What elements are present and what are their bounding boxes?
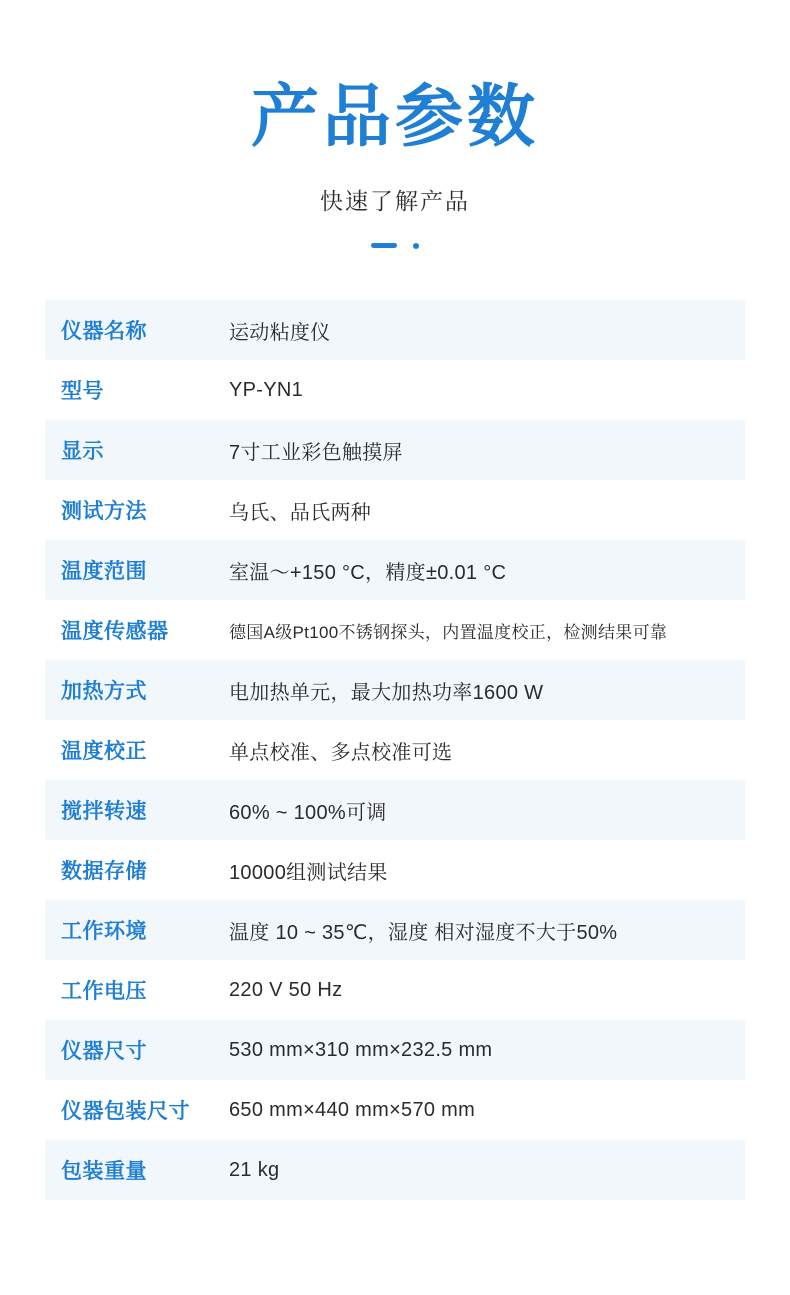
spec-label: 包装重量 <box>45 1140 229 1200</box>
spec-value: 德国A级Pt100不锈钢探头，内置温度校正，检测结果可靠 <box>229 600 745 660</box>
divider-bar-icon <box>371 243 397 248</box>
table-row <box>45 360 745 420</box>
divider-dot-icon <box>413 243 419 249</box>
spec-label: 仪器包装尺寸 <box>45 1080 229 1140</box>
page-subtitle: 快速了解产品 <box>320 188 470 215</box>
table-row <box>45 420 745 480</box>
spec-label: 数据存储 <box>45 840 229 900</box>
spec-label: 仪器尺寸 <box>45 1020 229 1080</box>
spec-value: 220 V 50 Hz <box>229 960 745 1020</box>
spec-label: 型号 <box>45 360 229 420</box>
spec-value: 7寸工业彩色触摸屏 <box>229 420 745 480</box>
spec-value: 电加热单元，最大加热功率1600 W <box>229 660 745 720</box>
spec-value: 室温～+150 °C，精度±0.01 °C <box>229 540 745 600</box>
spec-value: 650 mm×440 mm×570 mm <box>229 1080 745 1140</box>
spec-label: 加热方式 <box>45 660 229 720</box>
table-row <box>45 1020 745 1080</box>
table-row <box>45 1080 745 1140</box>
spec-value: 60% ~ 100%可调 <box>229 780 745 840</box>
spec-label: 仪器名称 <box>45 300 229 360</box>
spec-label: 温度校正 <box>45 720 229 780</box>
specifications-table <box>45 300 745 1200</box>
spec-label: 工作电压 <box>45 960 229 1020</box>
page-header <box>0 0 790 252</box>
table-row <box>45 660 745 720</box>
spec-value: 运动粘度仪 <box>229 300 745 360</box>
spec-value: 21 kg <box>229 1140 745 1200</box>
spec-label: 温度范围 <box>45 540 229 600</box>
table-row <box>45 300 745 360</box>
spec-value: 单点校准、多点校准可选 <box>229 720 745 780</box>
spec-label: 测试方法 <box>45 480 229 540</box>
table-row <box>45 960 745 1020</box>
spec-label: 搅拌转速 <box>45 780 229 840</box>
table-row <box>45 900 745 960</box>
table-row <box>45 720 745 780</box>
spec-value: 温度 10 ~ 35℃，湿度 相对湿度不大于50% <box>229 900 745 960</box>
table-row <box>45 540 745 600</box>
spec-label: 工作环境 <box>45 900 229 960</box>
spec-label: 温度传感器 <box>45 600 229 660</box>
table-row <box>45 480 745 540</box>
spec-value: 10000组测试结果 <box>229 840 745 900</box>
table-row <box>45 840 745 900</box>
table-row <box>45 1140 745 1200</box>
page-title: 产品参数 <box>250 78 539 157</box>
specifications-table-body <box>45 300 745 1200</box>
spec-label: 显示 <box>45 420 229 480</box>
spec-value: 乌氏、品氏两种 <box>229 480 745 540</box>
divider-ornament <box>371 238 419 252</box>
table-row <box>45 780 745 840</box>
spec-value: 530 mm×310 mm×232.5 mm <box>229 1020 745 1080</box>
table-row <box>45 600 745 660</box>
spec-value: YP-YN1 <box>229 360 745 420</box>
